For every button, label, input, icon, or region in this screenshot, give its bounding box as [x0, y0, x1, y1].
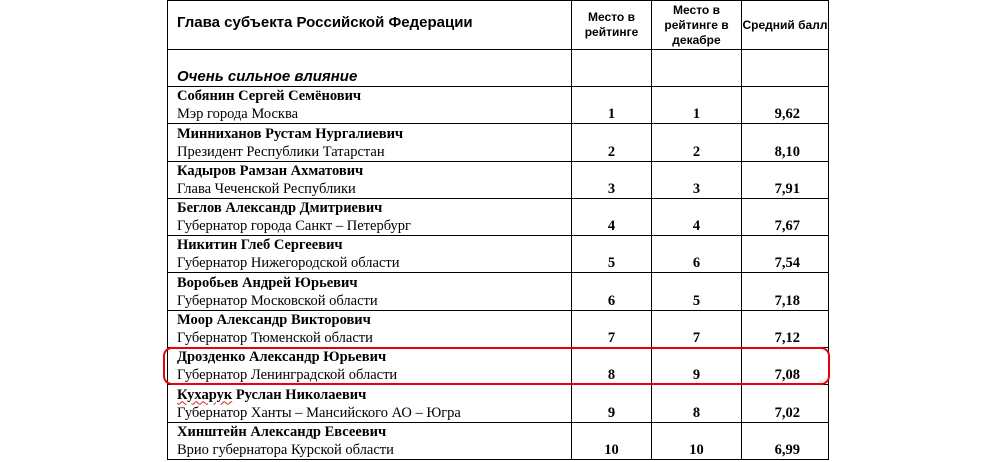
score-value: 9,62 — [774, 106, 800, 123]
person-title: Мэр города Москва — [177, 106, 299, 123]
header-name: Глава субъекта Российской Федерации — [168, 1, 572, 50]
person-name: Воробьев Андрей Юрьевич — [177, 274, 358, 291]
rank-value: 4 — [607, 218, 616, 235]
person-title: Губернатор Ханты – Мансийского АО – Югра — [177, 404, 461, 421]
rank-value: 6 — [607, 292, 616, 309]
table-row-highlighted — [168, 348, 829, 385]
table-row — [168, 236, 829, 273]
rank-value: 10 — [604, 441, 619, 458]
table-row — [168, 273, 829, 310]
score-value: 7,08 — [774, 367, 800, 384]
rank-value: 5 — [607, 255, 616, 272]
rating-table — [167, 0, 829, 460]
person-name: Беглов Александр Дмитриевич — [177, 200, 383, 217]
table-row — [168, 198, 829, 235]
spellcheck-underlined-word: Кухарук — [177, 386, 233, 403]
rank-december-value: 10 — [689, 441, 704, 458]
table-row — [168, 87, 829, 124]
person-name: Хинштейн Александр Евсеевич — [177, 423, 387, 440]
person-name: Никитин Глеб Сергеевич — [177, 237, 343, 254]
rank-december-value: 4 — [692, 218, 701, 235]
rank-december-value: 1 — [692, 106, 701, 123]
header-rank: Место в рейтинге — [572, 1, 652, 50]
rank-value: 8 — [607, 367, 616, 384]
score-value: 7,91 — [774, 180, 800, 197]
rank-december-value: 2 — [692, 143, 701, 160]
score-value: 8,10 — [774, 143, 800, 160]
table-row — [168, 422, 829, 459]
rank-december-value: 3 — [692, 180, 701, 197]
header-score: Средний балл — [742, 1, 829, 50]
rank-december-value: 8 — [692, 404, 701, 421]
person-title: Губернатор Ленинградской области — [177, 367, 398, 384]
person-name: Моор Александр Викторович — [177, 312, 371, 329]
person-title: Губернатор города Санкт – Петербург — [177, 218, 411, 235]
score-value: 6,99 — [774, 441, 800, 458]
rank-december-value: 7 — [692, 330, 701, 347]
person-title: Глава Чеченской Республики — [177, 180, 356, 197]
person-name: Кухарук Руслан Николаевич — [177, 386, 367, 403]
category-label: Очень сильное влияние — [168, 50, 572, 87]
category-row — [168, 50, 829, 87]
score-value: 7,02 — [774, 404, 800, 421]
person-title: Врио губернатора Курской области — [177, 441, 394, 458]
score-value: 7,67 — [774, 218, 800, 235]
rank-value: 9 — [607, 404, 616, 421]
rank-value: 7 — [607, 330, 616, 347]
table-row — [168, 161, 829, 198]
header-rank-december: Место в рейтинге в декабре — [652, 1, 742, 50]
person-name: Минниханов Рустам Нургалиевич — [177, 125, 404, 142]
rank-value: 3 — [607, 180, 616, 197]
person-title: Президент Республики Татарстан — [177, 143, 385, 160]
rank-december-value: 6 — [692, 255, 701, 272]
table-row — [168, 310, 829, 347]
score-value: 7,18 — [774, 292, 800, 309]
table-row — [168, 385, 829, 422]
table-header-row — [168, 1, 829, 50]
table-row — [168, 124, 829, 161]
rank-value: 2 — [607, 143, 616, 160]
score-value: 7,54 — [774, 255, 800, 272]
person-title: Губернатор Московской области — [177, 292, 378, 309]
person-title: Губернатор Тюменской области — [177, 330, 373, 347]
person-name: Кадыров Рамзан Ахматович — [177, 162, 364, 179]
person-title: Губернатор Нижегородской области — [177, 255, 400, 272]
rank-december-value: 9 — [692, 367, 701, 384]
person-name: Дрозденко Александр Юрьевич — [177, 349, 387, 366]
rank-december-value: 5 — [692, 292, 701, 309]
rank-value: 1 — [607, 106, 616, 123]
person-name: Собянин Сергей Семёнович — [177, 88, 362, 105]
score-value: 7,12 — [774, 330, 800, 347]
